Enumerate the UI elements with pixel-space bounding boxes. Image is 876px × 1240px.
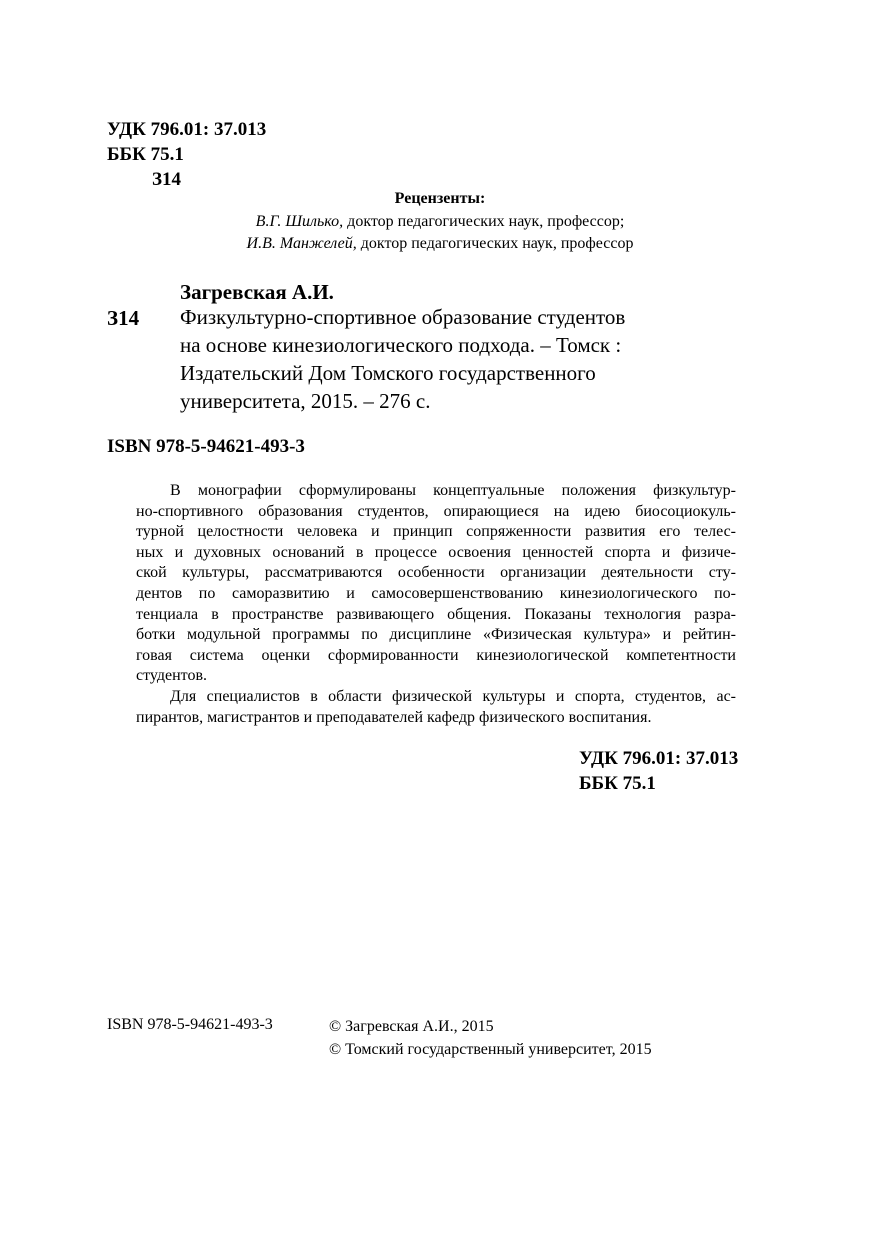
abstract-line: турной целостности человека и принцип сопряженности развития его телес- xyxy=(136,523,736,541)
abstract-line: В монографии сформулированы концептуальные положения физкультур- xyxy=(170,482,736,499)
footer-copyright xyxy=(329,1016,652,1061)
bibliography-code: З14 xyxy=(107,306,140,330)
bibliography-line: университета, 2015. – 276 с. xyxy=(180,389,431,413)
reviewers-title: Рецензенты: xyxy=(394,190,486,207)
bbk-code-top: ББК 75.1 xyxy=(107,144,184,165)
copyright-author: © Загревская А.И., 2015 xyxy=(329,1018,494,1035)
bibliography-line: Физкультурно-спортивное образование студентов xyxy=(180,305,626,329)
abstract-line: пирантов, магистрантов и преподавателей кафедр физического воспитания. xyxy=(136,708,652,726)
abstract-line: но-спортивного образования студентов, опирающиеся на идею биосоциокуль- xyxy=(136,502,736,520)
bottom-codes xyxy=(579,747,738,796)
reviewer-2 xyxy=(200,233,680,256)
abstract-line: ных и духовных оснований в процессе освоения ценностей спорта и физиче- xyxy=(136,543,736,561)
book-author: Загревская А.И. xyxy=(180,280,334,304)
reviewer-2-desc: доктор педагогических наук, профессор xyxy=(356,235,634,252)
reviewer-1-desc: доктор педагогических наук, профессор; xyxy=(343,212,625,230)
reviewer-1 xyxy=(200,211,680,234)
footer-isbn: ISBN 978-5-94621-493-3 xyxy=(107,1016,273,1033)
abstract-line: ской культуры, рассматриваются особенности организации деятельности сту- xyxy=(136,564,736,582)
reviewers-block xyxy=(200,188,680,256)
udk-code-bottom: УДК 796.01: 37.013 xyxy=(579,748,739,769)
abstract-line: тенциала в пространстве развивающего общения. Показаны технология разра- xyxy=(136,605,736,623)
isbn-main: ISBN 978-5-94621-493-3 xyxy=(107,436,305,457)
udk-code-top: УДК 796.01: 37.013 xyxy=(107,119,267,140)
abstract-line: ботки модульной программы по дисциплине «Физическая культура» и рейтин- xyxy=(136,626,736,644)
bibliography-description xyxy=(180,303,720,415)
reviewer-1-name: В.Г. Шилько, xyxy=(255,212,344,230)
abstract-line: говая система оценки сформированности кинезиологической компетентности xyxy=(136,646,736,664)
reviewer-2-name: И.В. Манжелей, xyxy=(246,235,357,252)
bbk-code-bottom: ББК 75.1 xyxy=(579,772,656,794)
abstract-line: Для специалистов в области физической культуры и спорта, студентов, ас- xyxy=(170,687,736,705)
abstract-line: дентов по саморазвитию и самосовершенствованию кинезиологического по- xyxy=(136,584,736,602)
abstract-line: студентов. xyxy=(136,667,208,685)
abstract xyxy=(136,481,736,728)
bibliography-line: на основе кинезиологического подхода. – Томск : xyxy=(180,333,622,357)
author-mark-top: З14 xyxy=(152,169,182,190)
copyright-university: © Томский государственный университет, 2015 xyxy=(329,1040,652,1058)
bibliography-line: Издательский Дом Томского государственного xyxy=(180,361,596,385)
